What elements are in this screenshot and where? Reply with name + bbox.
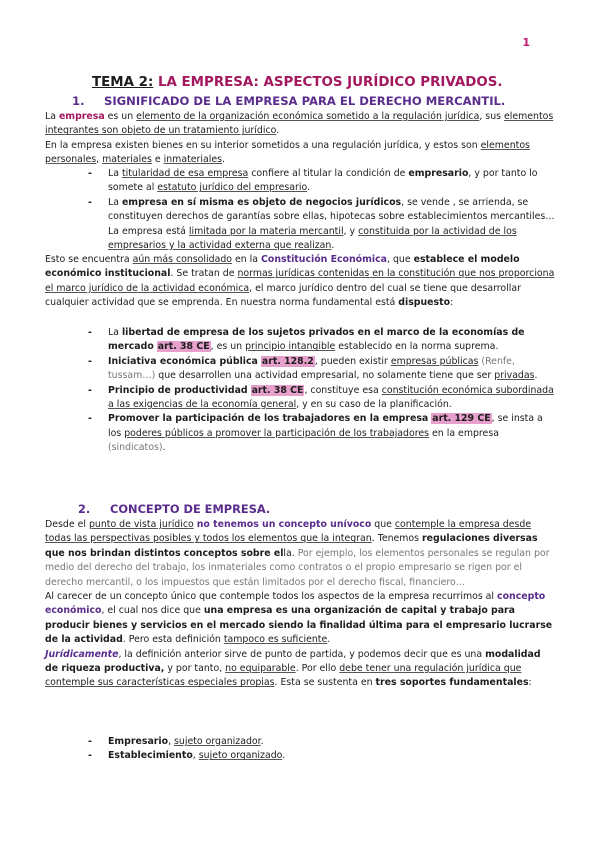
paragraph — [45, 139, 555, 168]
text-run: regulaciones diversas que nos brindan distintos conceptos sobre el — [45, 533, 538, 559]
text-run: concepto económico — [45, 591, 546, 617]
text-run: empresa en sí misma es objeto de negocios jurídicos — [121, 196, 402, 208]
title-text: LA EMPRESA: ASPECTOS JURÍDICO PRIVADOS. — [153, 75, 503, 90]
text-run: . — [221, 154, 225, 166]
text-run: . Esta se sustenta en — [274, 677, 376, 689]
list-item — [88, 412, 556, 455]
article-highlight: art. 129 CE — [432, 413, 491, 425]
text-run: principio intangible — [245, 341, 336, 353]
text-run: aún más consolidado — [132, 254, 233, 265]
text-run: . — [331, 240, 335, 252]
text-run: titularidad de esa empresa — [121, 168, 249, 179]
text-run: Jurídicamente — [45, 648, 119, 660]
text-run: . Pero esta definición — [122, 634, 224, 646]
section-1-intro — [45, 110, 555, 168]
text-run: . Se tratan de — [170, 268, 238, 280]
text-run: : — [450, 297, 454, 309]
text-run: tampoco es suficiente — [223, 634, 328, 646]
text-run: , — [192, 750, 199, 762]
list-item — [88, 326, 556, 355]
paragraph — [45, 253, 555, 311]
section-2-bullet-list — [88, 735, 556, 764]
text-run: , se insta a los — [108, 413, 543, 439]
text-run: Iniciativa económica pública — [108, 355, 258, 367]
text-run: , se vende , se arrienda, se constituyen derechos de garantías sobre ellas, hipotecas sobre establecimientos mercantiles… La empresa está — [108, 196, 555, 237]
text-run: , pueden existir — [314, 355, 391, 367]
text-run: , el cual nos dice que — [101, 605, 204, 617]
text-run: . — [534, 370, 538, 382]
text-run: estatuto jurídico del empresario — [157, 182, 308, 194]
text-run: - — [88, 196, 92, 208]
section-2-number: 2. — [78, 502, 91, 516]
text-run: . — [162, 442, 166, 454]
text-run: materiales — [102, 154, 152, 166]
text-run: y por tanto, — [164, 663, 226, 675]
text-run: Esto se encuentra — [45, 254, 133, 265]
text-run: , el marco jurídico dentro del cual se tiene que desarrollar cualquier actividad que se emprenda. En nuestra norma fundamental está — [45, 282, 521, 309]
text-run: . — [327, 634, 331, 646]
text-run: Promover la participación de los trabajadores en la empresa — [108, 413, 429, 425]
section-1-title: SIGNIFICADO DE LA EMPRESA PARA EL DERECHO MERCANTIL. — [104, 94, 506, 108]
text-run: - — [88, 168, 92, 179]
text-run: Al carecer de un concepto único que contemple todos los aspectos de la empresa recurrimos al — [45, 591, 498, 603]
paragraph — [45, 590, 555, 648]
title-label: TEMA 2: — [92, 75, 154, 90]
text-run: , y en su caso de la planificación. — [296, 399, 452, 411]
section-1-heading — [72, 94, 505, 108]
text-run: . — [276, 125, 280, 137]
text-run: que desarrollen una actividad empresarial, no solamente tiene que ser — [155, 370, 495, 382]
text-run: , que — [386, 254, 414, 265]
text-run: elemento de la organización económica sometido a la regulación jurídica — [136, 111, 480, 122]
section-1-number: 1. — [72, 94, 85, 108]
text-run: establece el modelo económico institucional — [45, 254, 520, 280]
text-run: - — [88, 384, 92, 396]
text-run: , — [96, 154, 103, 166]
text-run: elementos integrantes son objeto de un tratamiento jurídico — [45, 111, 554, 137]
article-highlight: art. 38 CE — [157, 341, 210, 353]
text-run: - — [88, 736, 92, 747]
text-run: . — [282, 750, 286, 762]
section-1-dash-list — [88, 167, 556, 253]
text-run: - — [88, 413, 92, 425]
text-run: sujeto organizado — [198, 750, 283, 762]
list-item — [88, 749, 556, 763]
text-run: contemple la empresa desde todas las perspectivas posibles y todos los elementos que la integran — [45, 519, 532, 545]
text-run: , y por tanto lo somete al — [108, 168, 538, 194]
text-run: empresa — [58, 111, 105, 122]
text-run: . Tenemos — [371, 533, 423, 545]
text-run: constitución económica subordinada a las exigencias de la economía general — [108, 384, 554, 411]
list-item — [88, 384, 556, 413]
text-run: Empresario — [108, 736, 169, 747]
text-run: . Por ello — [295, 663, 340, 675]
text-run: - — [88, 327, 92, 338]
text-run: La — [108, 196, 122, 208]
text-run: Por ejemplo, los elementos personales se regulan por medio del derecho del trabajo, los inmateriales como contratos o el propio empresario se rigen por el derecho mercantil, o los impuestos que están limitados por el derecho fiscal, financiero… — [45, 547, 550, 588]
text-run: , y — [343, 225, 359, 237]
article-highlight: art. 38 CE — [251, 384, 304, 396]
text-run: no tenemos un concepto unívoco — [196, 519, 372, 530]
text-run: privadas — [494, 370, 535, 382]
text-run: confiere al titular la condición de — [248, 168, 409, 179]
text-run: que — [371, 519, 395, 530]
text-run: Principio de productividad — [108, 384, 248, 396]
page-number: 1 — [522, 36, 530, 49]
text-run: limitada por la materia mercantil — [188, 225, 344, 237]
text-run: La — [108, 327, 122, 338]
text-run: , — [168, 736, 175, 747]
text-run: normas jurídicas contenidas en la constitución que nos proporciona el marco jurídico de la actividad económica — [45, 268, 555, 294]
text-run: Establecimiento — [108, 750, 193, 762]
paragraph — [45, 110, 555, 139]
text-run: es un — [104, 111, 137, 122]
text-run: elementos personales — [45, 139, 530, 166]
text-run: inmateriales — [163, 154, 222, 166]
section-1-constitution — [45, 253, 555, 311]
text-run: Constitución Económica — [261, 254, 387, 265]
text-run: en la — [232, 254, 262, 265]
text-run: , es un — [210, 341, 246, 353]
paragraph — [45, 518, 555, 590]
text-run: - — [88, 750, 92, 762]
text-run: establecido en la norma suprema. — [335, 341, 499, 353]
list-item — [88, 196, 556, 254]
text-run: (Renfe, tussam…) — [108, 355, 515, 382]
text-run: una empresa es una organización de capital y trabajo para producir bienes y servicios en el mercado siendo la finalidad última para el empresario lucrarse de la actividad — [45, 605, 553, 646]
section-2-body — [45, 518, 555, 691]
text-run: punto de vista jurídico — [88, 519, 194, 530]
page-title — [92, 75, 572, 90]
list-item — [88, 167, 556, 196]
section-1-bullet-list — [88, 326, 556, 456]
text-run: , sus — [479, 111, 504, 122]
text-run: en la empresa — [429, 427, 499, 439]
section-2-heading — [78, 502, 270, 516]
text-run: dispuesto — [398, 297, 451, 309]
text-run: e — [151, 154, 164, 166]
text-run: no equiparable — [225, 663, 296, 675]
section-2-title: CONCEPTO DE EMPRESA. — [110, 502, 271, 516]
paragraph — [45, 648, 555, 691]
text-run: , la definición anterior sirve de punto de partida, y podemos decir que es una — [118, 648, 486, 660]
text-run: La — [45, 111, 59, 122]
text-run: tres soportes fundamentales — [375, 677, 529, 689]
text-run: La — [108, 168, 122, 179]
text-run: - — [88, 355, 92, 367]
text-run: : — [528, 677, 532, 689]
text-run: En la empresa existen bienes en su interior sometidos a una regulación jurídica, y estos son — [45, 139, 481, 151]
text-run: la. — [283, 547, 298, 559]
text-run: Desde el — [45, 519, 89, 530]
text-run: . — [260, 736, 264, 747]
text-run: debe tener una regulación jurídica que contemple sus características especiales propias — [45, 663, 522, 689]
text-run: poderes públicos a promover la participación de los trabajadores — [124, 427, 430, 439]
list-item — [88, 735, 556, 749]
article-highlight: art. 128.2 — [261, 355, 314, 367]
text-run: modalidad de riqueza productiva, — [45, 648, 541, 675]
text-run: empresas públicas — [390, 355, 479, 367]
text-run: empresario — [408, 168, 469, 179]
text-run: sujeto organizador — [174, 736, 261, 747]
text-run: libertad de empresa de los sujetos privados en el marco de la economías de mercado — [108, 327, 525, 353]
list-item — [88, 355, 556, 384]
text-run: constituida por la actividad de los empresarios y la actividad externa que realizan — [108, 225, 517, 252]
text-run: (sindicatos) — [108, 442, 163, 454]
text-run: . — [307, 182, 311, 194]
text-run: , constituye esa — [304, 384, 382, 396]
